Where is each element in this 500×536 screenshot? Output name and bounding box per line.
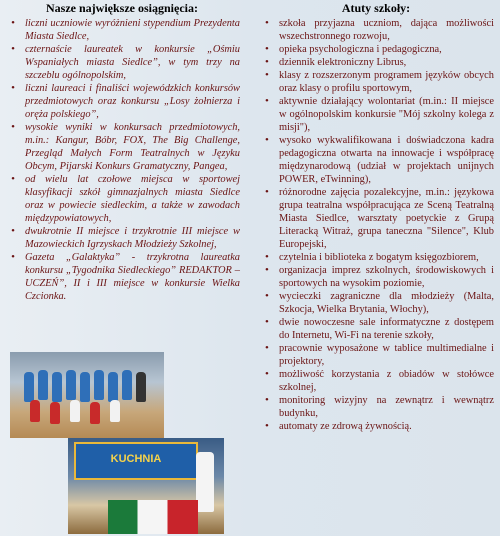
person-figure xyxy=(122,370,132,400)
bullet-icon: • xyxy=(265,368,269,380)
person-figure xyxy=(66,370,76,400)
list-item: • organizacja imprez szkolnych, środowiskowych i sportowych na wysokim poziomie, xyxy=(265,264,494,289)
list-item: • liczni uczniowie wyróżnieni stypendium Prezydenta Miasta Siedlce, xyxy=(11,17,240,42)
list-item: • czytelnia i biblioteka z bogatym księgozbiorem, xyxy=(265,251,479,263)
list-item: • opieka psychologiczna i pedagogiczna, xyxy=(265,43,442,55)
bullet-icon: • xyxy=(265,186,269,198)
list-item: • klasy z rozszerzonym programem języków obcych oraz klasy o profilu sportowym, xyxy=(265,69,494,94)
person-figure xyxy=(110,400,120,422)
person-figure xyxy=(24,372,34,402)
list-item: • aktywnie działający wolontariat (m.in.: II miejsce w ogólnopolskim konkursie "Mój szkolny kolega z misji"), xyxy=(265,95,494,133)
achievements-column xyxy=(4,1,240,303)
bullet-icon: • xyxy=(11,251,15,263)
list-item: • wysoko wykwalifikowana i doświadczona kadra pedagogiczna otwarta na innowacje i współpracę międzynarodową (udział w projektach unijnych POWER, eTwinning), xyxy=(265,134,494,185)
list-item: • wycieczki zagraniczne dla młodzieży (Malta, Szkocja, Wielka Brytania, Włochy), xyxy=(265,290,494,315)
bullet-icon: • xyxy=(11,121,15,133)
strengths-heading: Atuty szkoły: xyxy=(341,1,411,15)
bullet-icon: • xyxy=(11,225,15,237)
list-item: • liczni laureaci i finaliści wojewódzkich konkursów przedmiotowych oraz konkursu „Losy żołnierza i oręża polskiego”, xyxy=(11,82,240,120)
list-item: • szkoła przyjazna uczniom, dająca możliwości wszechstronnego rozwoju, xyxy=(265,17,494,42)
list-item: • możliwość korzystania z obiadów w stołówce szkolnej, xyxy=(265,368,494,393)
person-figure xyxy=(70,400,80,422)
list-item: • wysokie wyniki w konkursach przedmiotowych, m.in.: Kangur, Bóbr, FOX, The Big Challenge, Przegląd Małych Form Teatralnych w Języku Obcym, Pijarski Konkurs Gramatyczny, Pangea, xyxy=(11,121,240,172)
bullet-icon: • xyxy=(265,69,269,81)
team-photo xyxy=(10,352,164,438)
person-figure xyxy=(52,372,62,402)
event-banner: KUCHNIA xyxy=(74,442,198,480)
bullet-icon: • xyxy=(265,264,269,276)
strengths-list xyxy=(258,17,494,433)
list-item: • różnorodne zajęcia pozalekcyjne, m.in.: językowa grupa teatralna współpracująca ze Sceną Teatralną Miasta Siedlce, warsztaty poetyckie z Grupą Literacką Witraż, grupa taneczna "Silence", Klub Europejski, xyxy=(265,186,494,250)
person-figure xyxy=(30,400,40,422)
bullet-icon: • xyxy=(265,43,269,55)
bullet-icon: • xyxy=(265,95,269,107)
person-figure xyxy=(50,402,60,424)
list-item: • dwie nowoczesne sale informatyczne z dostępem do Internetu, Wi-Fi na terenie szkoły, xyxy=(265,316,494,341)
event-photo xyxy=(68,438,224,534)
list-item: • pracownie wyposażone w tablice multimedialne i projektory, xyxy=(265,342,494,367)
school-strengths-column xyxy=(258,1,494,433)
achievements-list xyxy=(4,17,240,303)
flag-tablecloth xyxy=(108,500,198,534)
bullet-icon: • xyxy=(265,290,269,302)
bullet-icon: • xyxy=(265,342,269,354)
bullet-icon: • xyxy=(265,134,269,146)
bullet-icon: • xyxy=(11,82,15,94)
bullet-icon: • xyxy=(11,43,15,55)
list-item: • czternaście laureatek w konkursie „Ośmiu Wspaniałych miasta Siedlce”, w tym trzy na szczeblu ogólnopolskim, xyxy=(11,43,240,81)
bullet-icon: • xyxy=(265,420,269,432)
bullet-icon: • xyxy=(265,17,269,29)
bullet-icon: • xyxy=(265,394,269,406)
list-item: • dwukrotnie II miejsce i trzykrotnie III miejsce w Mazowieckich Igrzyskach Młodzieży Szkolnej, xyxy=(11,225,240,250)
list-item: • monitoring wizyjny na zewnątrz i wewnątrz budynku, xyxy=(265,394,494,419)
list-item: • od wielu lat czołowe miejsca w sportowej klasyfikacji szkół gimnazjalnych miasta Siedlce oraz w powiecie siedleckim, a także w zawodach międzypowiatowych, xyxy=(11,173,240,224)
bullet-icon: • xyxy=(265,56,269,68)
bullet-icon: • xyxy=(11,17,15,29)
list-item: • automaty ze zdrową żywnością. xyxy=(265,420,412,432)
list-item: • Gazeta „Galaktyka” - trzykrotna laureatka konkursu „Tygodnika Siedleckiego” REDAKTOR –UCZEŃ”, II i III miejsce w konkursie Wielka Czcionka. xyxy=(11,251,240,302)
person-figure xyxy=(136,372,146,402)
bullet-icon: • xyxy=(11,173,15,185)
bullet-icon: • xyxy=(265,316,269,328)
achievements-heading: Nasze największe osiągnięcia: xyxy=(46,1,198,15)
person-figure xyxy=(196,452,214,512)
bullet-icon: • xyxy=(265,251,269,263)
person-figure xyxy=(80,372,90,402)
person-figure xyxy=(94,370,104,400)
person-figure xyxy=(108,372,118,402)
list-item: • dziennik elektroniczny Librus, xyxy=(265,56,407,68)
person-figure xyxy=(90,402,100,424)
person-figure xyxy=(38,370,48,400)
